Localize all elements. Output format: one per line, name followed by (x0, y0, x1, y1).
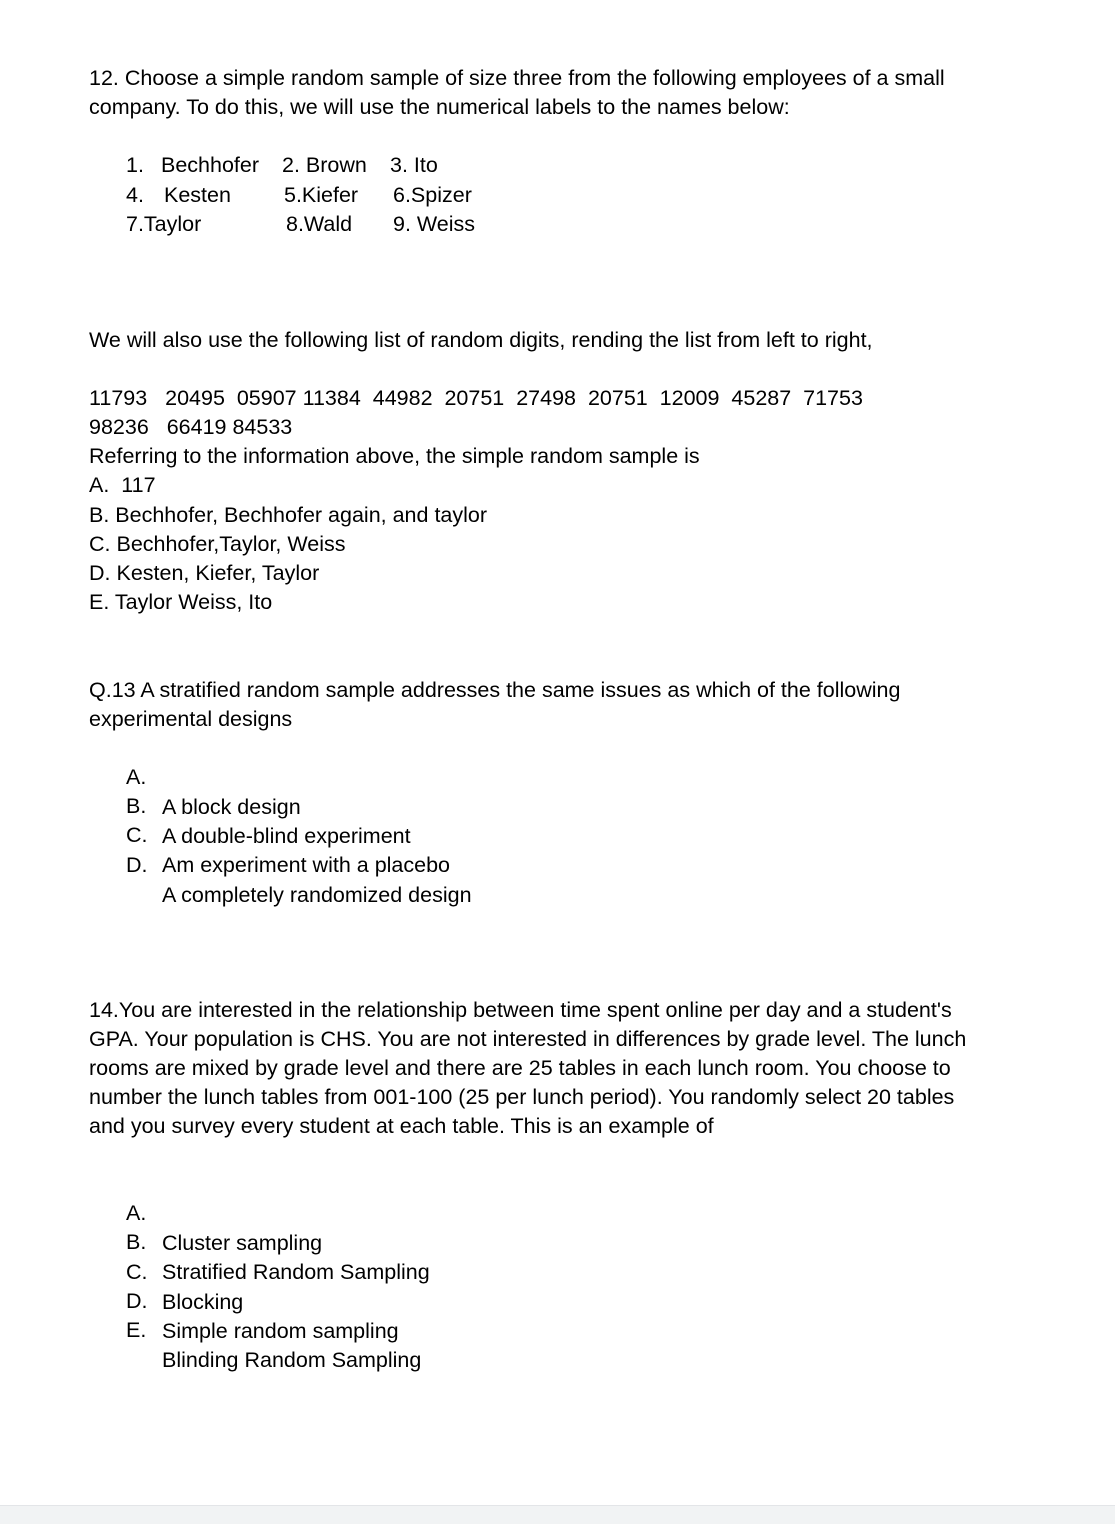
name-entry: 7.Taylor (126, 212, 202, 236)
option-text: Cluster sampling (162, 1230, 323, 1255)
option-letter: B. (126, 1230, 147, 1255)
q12-option-b: B. Bechhofer, Bechhofer again, and taylor (89, 503, 488, 527)
name-entry: 8.Wald (286, 212, 353, 236)
page-bottom-edge (0, 1505, 1115, 1524)
q14-text-line-2: GPA. Your population is CHS. You are not interested in differences by grade level. The lunch (89, 1027, 967, 1051)
option-letter: C. (126, 1260, 148, 1285)
q12-option-a: A. 117 (89, 473, 156, 497)
option-text: A double-blind experiment (162, 823, 411, 848)
q12-option-d: D. Kesten, Kiefer, Taylor (89, 561, 320, 585)
name-entry: 6.Spizer (393, 183, 472, 207)
option-letter: B. (126, 794, 147, 819)
name-entry: Kesten (164, 183, 231, 207)
name-entry: 5.Kiefer (284, 183, 359, 207)
option-letter: C. (126, 823, 148, 848)
option-text: Blinding Random Sampling (162, 1347, 422, 1372)
name-number: 1. (126, 153, 144, 177)
q12-prompt: Referring to the information above, the simple random sample is (89, 444, 700, 468)
name-entry: 9. Weiss (393, 212, 476, 236)
q14-text-line-1: 14.You are interested in the relationship between time spent online per day and a student's (89, 998, 952, 1022)
q12-random-digits-line-1: 11793 20495 05907 11384 44982 20751 27498 20751 12009 45287 71753 (89, 386, 863, 410)
option-text: Stratified Random Sampling (162, 1259, 430, 1284)
q12-option-e: E. Taylor Weiss, Ito (89, 590, 273, 614)
q13-text-line-2: experimental designs (89, 707, 293, 731)
name-entry: 2. Brown (282, 153, 367, 177)
name-entry: 3. Ito (390, 153, 438, 177)
option-text: Am experiment with a placebo (162, 852, 451, 877)
option-letter: A. (126, 1201, 147, 1226)
q12-digits-intro: We will also use the following list of random digits, rending the list from left to right, (89, 328, 873, 352)
q12-option-c: C. Bechhofer,Taylor, Weiss (89, 532, 346, 556)
option-letter: A. (126, 765, 147, 790)
name-entry: Bechhofer (161, 153, 260, 177)
q14-text-line-3: rooms are mixed by grade level and there are 25 tables in each lunch room. You choose to (89, 1056, 951, 1080)
q13-text-line-1: Q.13 A stratified random sample addresses the same issues as which of the following (89, 678, 901, 702)
option-letter: D. (126, 853, 148, 878)
q12-text-line-2: company. To do this, we will use the numerical labels to the names below: (89, 95, 790, 119)
option-letter: E. (126, 1318, 147, 1343)
option-text: Blocking (162, 1289, 244, 1314)
q12-random-digits-line-2: 98236 66419 84533 (89, 415, 293, 439)
q14-text-line-5: and you survey every student at each table. This is an example of (89, 1114, 714, 1138)
option-text: Simple random sampling (162, 1318, 399, 1343)
name-number: 4. (126, 183, 144, 207)
option-letter: D. (126, 1289, 148, 1314)
option-text: A completely randomized design (162, 882, 472, 907)
q14-text-line-4: number the lunch tables from 001-100 (25 per lunch period). You randomly select 20 tables (89, 1085, 955, 1109)
q12-text-line-1: 12. Choose a simple random sample of size three from the following employees of a small (89, 66, 945, 90)
option-text: A block design (162, 794, 301, 819)
